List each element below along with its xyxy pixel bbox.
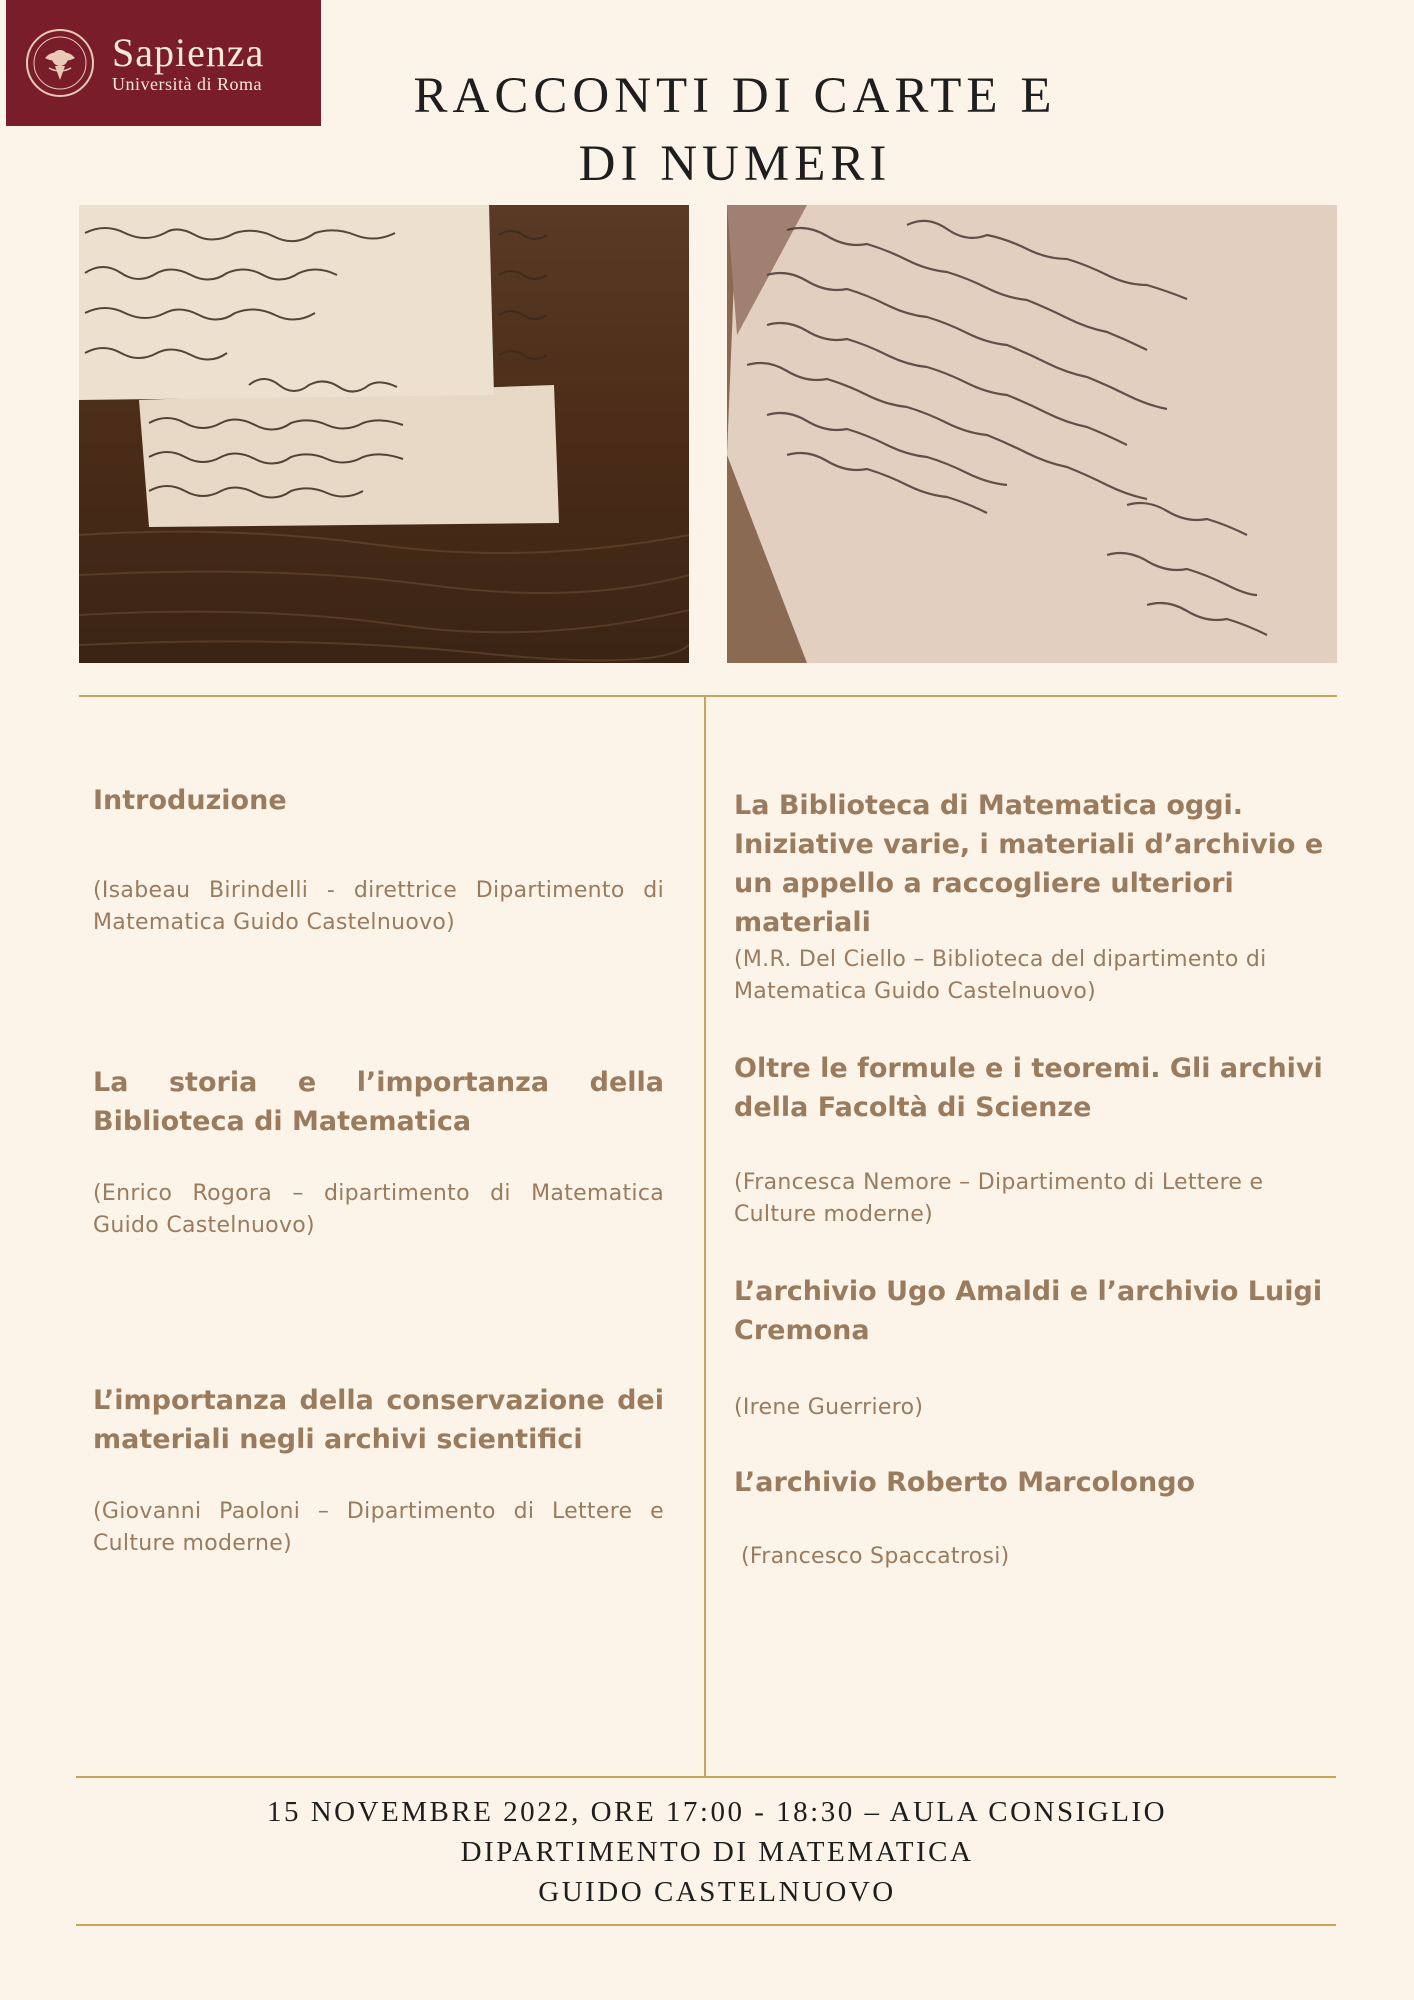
talk-title: L’importanza della conservazione dei materiali negli archivi scientifici [93, 1385, 664, 1455]
talk-title: La Biblioteca di Matematica oggi. Iniziative varie, i materiali d’archivio e un appello a raccogliere ulteriori materiali [734, 790, 1324, 938]
event-details [160, 1792, 1274, 1912]
talk-speaker: (Isabeau Birindelli - direttrice Dipartimento di Matematica Guido Castelnuovo) [93, 878, 664, 935]
divider-vertical [704, 695, 706, 1777]
event-date-time-room: 15 NOVEMBRE 2022, ORE 17:00 - 18:30 – AULA CONSIGLIO [266, 1796, 1168, 1828]
talk-title: Introduzione [93, 785, 287, 816]
event-department-name: GUIDO CASTELNUOVO [538, 1876, 896, 1908]
talk-speaker: (Francesca Nemore – Dipartimento di Lettere e Culture moderne) [734, 1170, 1264, 1227]
event-department: DIPARTIMENTO DI MATEMATICA [460, 1836, 974, 1868]
program-left-column [93, 0, 664, 2000]
program-right-column [734, 0, 1354, 2000]
talk-title: L’archivio Ugo Amaldi e l’archivio Luigi Cremona [734, 1276, 1323, 1346]
talk-speaker: (M.R. Del Ciello – Biblioteca del dipartimento di Matematica Guido Castelnuovo) [734, 947, 1267, 1004]
page-title-line-1: RACCONTI DI CARTE E [413, 68, 1057, 124]
talk-speaker: (Francesco Spaccatrosi) [741, 1544, 1010, 1569]
logo-subtitle: Università di Roma [112, 74, 262, 94]
talk-speaker: (Irene Guerriero) [734, 1395, 924, 1420]
talk-title: L’archivio Roberto Marcolongo [734, 1467, 1196, 1498]
talk-title: Oltre le formule e i teoremi. Gli archivi della Facoltà di Scienze [734, 1053, 1323, 1123]
talk-speaker: (Enrico Rogora – dipartimento di Matematica Guido Castelnuovo) [93, 1181, 664, 1238]
sapienza-seal-icon [25, 28, 95, 98]
page-title-line-2: DI NUMERI [578, 136, 892, 192]
talk-title: La storia e l’importanza della Biblioteca di Matematica [93, 1067, 664, 1137]
logo-name: Sapienza [112, 30, 265, 75]
talk-speaker: (Giovanni Paoloni – Dipartimento di Lettere e Culture moderne) [93, 1499, 664, 1556]
